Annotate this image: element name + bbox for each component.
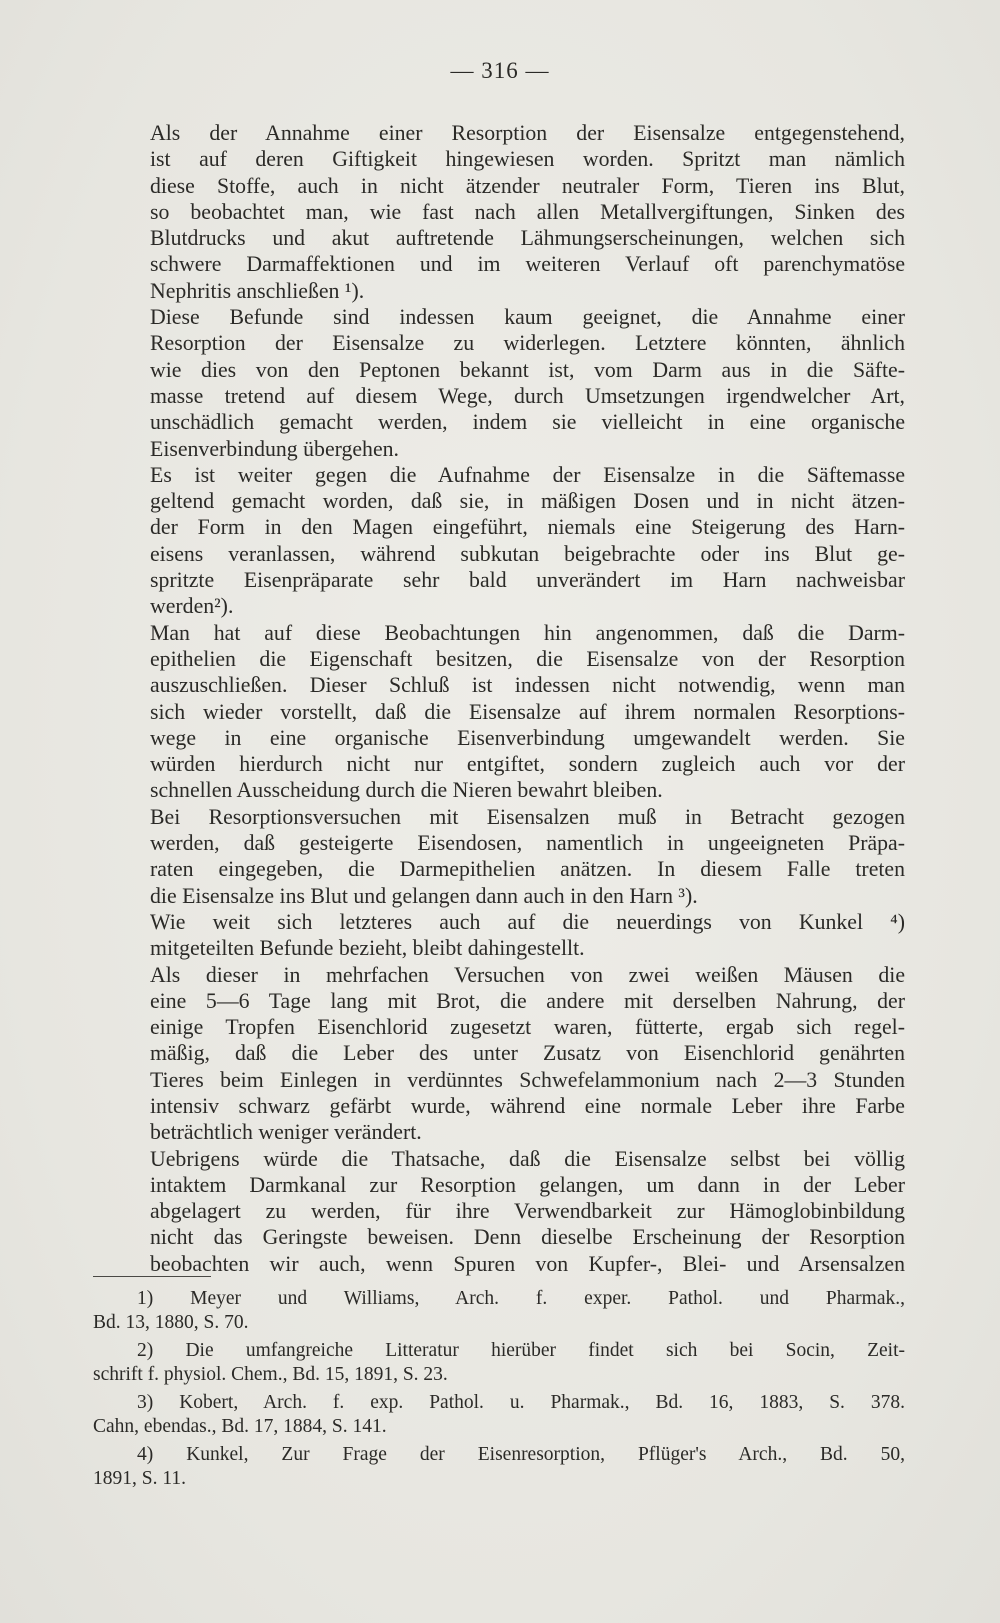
text-line: mäßig, daß die Leber des unter Zusatz von Eisenchlorid genährten	[150, 1041, 905, 1066]
footnote-line: 3) Kobert, Arch. f. exp. Pathol. u. Pharmak., Bd. 16, 1883, S. 378.	[137, 1392, 905, 1413]
text-line: beträchtlich weniger verändert.	[150, 1120, 422, 1145]
footnote-line: 4) Kunkel, Zur Frage der Eisenresorption, Pflüger's Arch., Bd. 50,	[137, 1444, 905, 1465]
footnote-line: 1891, S. 11.	[93, 1468, 186, 1489]
text-line: unschädlich gemacht werden, indem sie vielleicht in eine organische	[150, 410, 905, 435]
text-line: auszuschließen. Dieser Schluß ist indessen nicht notwendig, wenn man	[150, 673, 905, 698]
text-line: abgelagert zu werden, für ihre Verwendbarkeit zur Hämoglobinbildung	[150, 1199, 905, 1224]
text-line: Nephritis anschließen ¹).	[150, 278, 365, 303]
footnote-divider	[93, 1276, 211, 1277]
paragraph	[93, 962, 905, 1146]
paragraph	[93, 120, 905, 304]
text-line: würden hierdurch nicht nur entgiftet, sondern zugleich auch vor der	[150, 752, 905, 777]
text-line: Resorption der Eisensalze zu widerlegen. Letztere könnten, ähnlich	[150, 331, 905, 356]
text-line: beobachten wir auch, wenn Spuren von Kupfer-, Blei- und Arsensalzen	[150, 1251, 905, 1276]
paragraph	[93, 304, 905, 462]
text-line: Diese Befunde sind indessen kaum geeignet, die Annahme einer	[150, 305, 905, 330]
text-line: Bei Resorptionsversuchen mit Eisensalzen muß in Betracht gezogen	[150, 804, 905, 829]
text-line: epithelien die Eigenschaft besitzen, die Eisensalze von der Resorption	[150, 646, 905, 671]
text-line: Blutdrucks und akut auftretende Lähmungserscheinungen, welchen sich	[150, 226, 905, 251]
footnote-line: Cahn, ebendas., Bd. 17, 1884, S. 141.	[93, 1416, 387, 1437]
text-line: Uebrigens würde die Thatsache, daß die Eisensalze selbst bei völlig	[150, 1146, 905, 1171]
text-line: werden, daß gesteigerte Eisendosen, namentlich in ungeeigneten Präpa-	[150, 831, 905, 856]
paragraph	[93, 909, 905, 962]
paragraph	[93, 804, 905, 909]
text-line: geltend gemacht worden, daß sie, in mäßigen Dosen und in nicht ätzen-	[150, 489, 905, 514]
text-line: eisens veranlassen, während subkutan beigebrachte oder ins Blut ge-	[150, 541, 905, 566]
text-line: Wie weit sich letzteres auch auf die neuerdings von Kunkel ⁴)	[150, 909, 905, 934]
text-line: einige Tropfen Eisenchlorid zugesetzt waren, fütterte, ergab sich regel-	[150, 1015, 905, 1040]
text-line: nicht das Geringste beweisen. Denn dieselbe Erscheinung der Resorption	[150, 1225, 905, 1250]
footnote	[93, 1391, 905, 1439]
text-line: so beobachtet man, wie fast nach allen Metallvergiftungen, Sinken des	[150, 199, 905, 224]
text-line: Eisenverbindung übergehen.	[150, 436, 399, 461]
footnote-line: schrift f. physiol. Chem., Bd. 15, 1891, S. 23.	[93, 1364, 448, 1385]
text-line: raten eingegeben, die Darmepithelien anätzen. In diesem Falle treten	[150, 857, 905, 882]
text-line: wege in eine organische Eisenverbindung umgewandelt werden. Sie	[150, 725, 905, 750]
text-line: Es ist weiter gegen die Aufnahme der Eisensalze in die Säftemasse	[150, 462, 905, 487]
text-line: Man hat auf diese Beobachtungen hin angenommen, daß die Darm-	[150, 620, 905, 645]
main-text	[93, 120, 905, 1277]
text-line: die Eisensalze ins Blut und gelangen dann auch in den Harn ³).	[150, 883, 698, 908]
paragraph	[93, 620, 905, 804]
text-line: eine 5—6 Tage lang mit Brot, die andere mit derselben Nahrung, der	[150, 988, 905, 1013]
paragraph	[93, 1146, 905, 1277]
text-line: masse tretend auf diesem Wege, durch Umsetzungen irgendwelcher Art,	[150, 383, 905, 408]
text-line: wie dies von den Peptonen bekannt ist, vom Darm aus in die Säfte-	[150, 357, 905, 382]
text-line: Als dieser in mehrfachen Versuchen von zwei weißen Mäusen die	[150, 962, 905, 987]
text-line: schnellen Ausscheidung durch die Nieren bewahrt bleiben.	[150, 778, 663, 803]
paragraph	[93, 462, 905, 620]
text-line: Tieres beim Einlegen in verdünntes Schwefelammonium nach 2—3 Stunden	[150, 1067, 905, 1092]
text-line: ist auf deren Giftigkeit hingewiesen worden. Spritzt man nämlich	[150, 147, 905, 172]
footnotes	[93, 1287, 905, 1495]
footnote-line: 2) Die umfangreiche Litteratur hierüber findet sich bei Socin, Zeit-	[137, 1340, 905, 1361]
text-line: diese Stoffe, auch in nicht ätzender neutraler Form, Tieren ins Blut,	[150, 173, 905, 198]
text-line: werden²).	[150, 594, 234, 619]
text-line: sich wieder vorstellt, daß die Eisensalze auf ihrem normalen Resorptions-	[150, 699, 905, 724]
footnote-line: Bd. 13, 1880, S. 70.	[93, 1312, 249, 1333]
text-line: mitgeteilten Befunde bezieht, bleibt dahingestellt.	[150, 936, 585, 961]
text-line: der Form in den Magen eingeführt, niemals eine Steigerung des Harn-	[150, 515, 905, 540]
footnote	[93, 1443, 905, 1491]
text-line: spritzte Eisenpräparate sehr bald unverändert im Harn nachweisbar	[150, 568, 905, 593]
text-line: intaktem Darmkanal zur Resorption gelangen, um dann in der Leber	[150, 1172, 905, 1197]
footnote	[93, 1339, 905, 1387]
text-line: Als der Annahme einer Resorption der Eisensalze entgegenstehend,	[150, 121, 905, 145]
text-line: schwere Darmaffektionen und im weiteren Verlauf oft parenchymatöse	[150, 252, 905, 277]
footnote	[93, 1287, 905, 1335]
text-line: intensiv schwarz gefärbt wurde, während eine normale Leber ihre Farbe	[150, 1093, 905, 1118]
footnote-line: 1) Meyer und Williams, Arch. f. exper. Pathol. und Pharmak.,	[137, 1288, 905, 1309]
page-number: — 316 —	[450, 58, 550, 83]
